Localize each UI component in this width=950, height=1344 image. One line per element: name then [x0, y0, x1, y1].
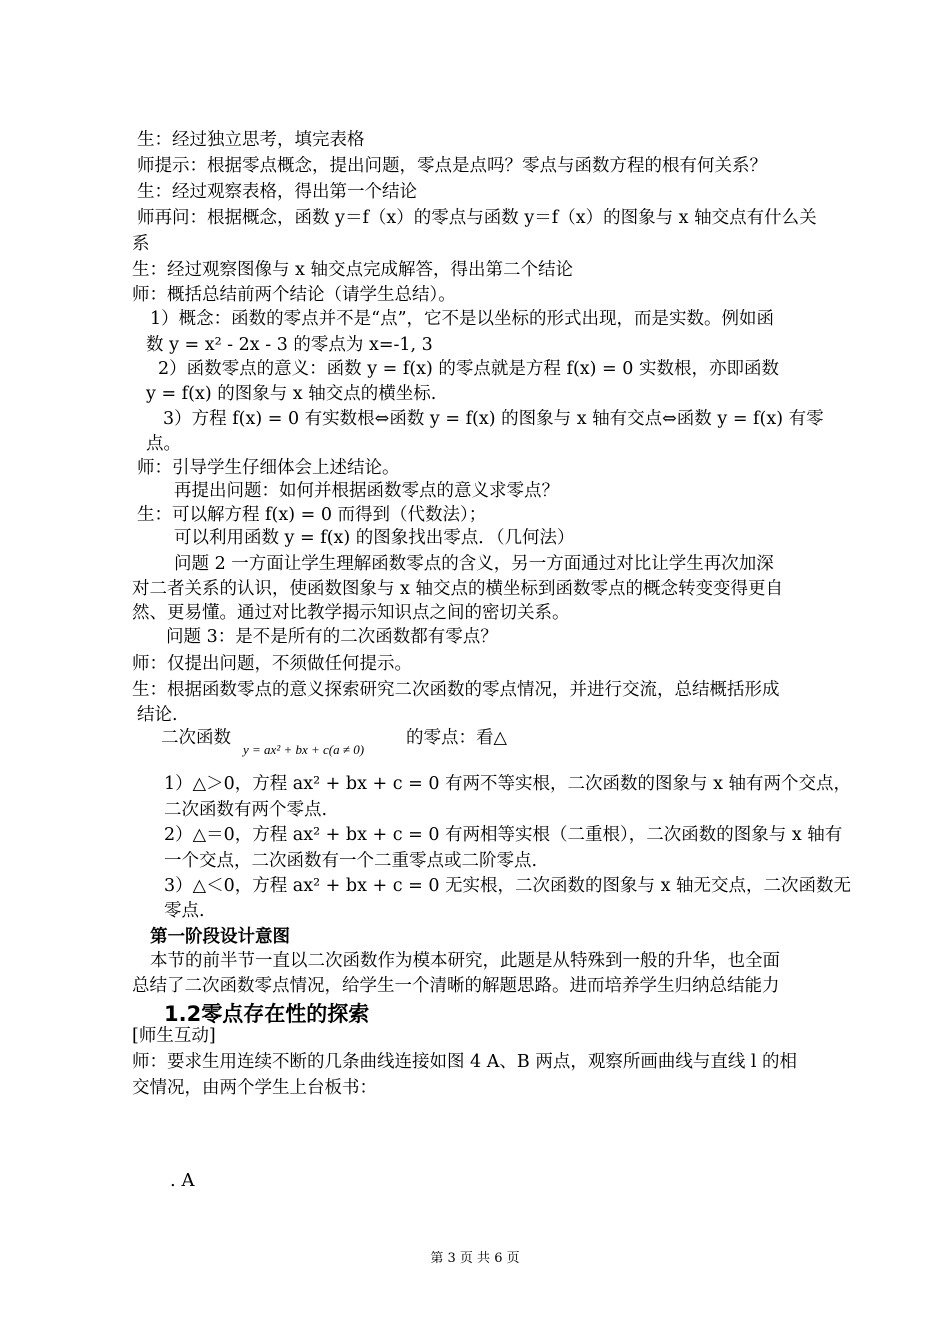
text-line: 交情况，由两个学生上台板书： — [132, 1078, 377, 1098]
page-footer: 第 3 页 共 6 页 — [430, 1251, 520, 1266]
text-line: 师再问：根据概念，函数 y＝f（x）的零点与函数 y＝f（x）的图象与 x 轴交点有什么关 — [137, 208, 817, 228]
quadratic-formula: y = ax² + bx + c(a ≠ 0) — [243, 742, 365, 757]
text-line: 师：引导学生仔细体会上述结论。 — [137, 458, 400, 478]
text-line: 1）概念：函数的零点并不是“点”，它不是以坐标的形式出现，而是实数。例如函 — [150, 309, 775, 329]
text-line: 2）△＝0，方程 ax² + bx + c = 0 有两相等实根（二重根），二次函数的图象与 x 轴有 — [164, 825, 843, 845]
text-line: 师提示：根据零点概念，提出问题，零点是点吗？零点与函数方程的根有何关系？ — [137, 156, 767, 176]
text-line: 生：根据函数零点的意义探索研究二次函数的零点情况，并进行交流，总结概括形成 — [132, 680, 780, 700]
text-line: 总结了二次函数零点情况，给学生一个清晰的解题思路。进而培养学生归纳总结能力 — [132, 976, 780, 996]
text-line: 生：经过观察图像与 x 轴交点完成解答，得出第二个结论 — [132, 260, 573, 280]
text-line: 师：概括总结前两个结论（请学生总结）。 — [132, 285, 456, 305]
text-line: 一个交点，二次函数有一个二重零点或二阶零点. — [164, 851, 538, 871]
text-line: 二次函数 — [161, 728, 231, 748]
text-line: 1）△＞0，方程 ax² + bx + c = 0 有两不等实根，二次函数的图象与 x 轴有两个交点， — [164, 774, 852, 794]
text-line: 问题 2 一方面让学生理解函数零点的含义，另一方面通过对比让学生再次加深 — [174, 554, 774, 574]
text-line: 师：仅提出问题，不须做任何提示。 — [132, 654, 412, 674]
text-line: 生：经过观察表格，得出第一个结论 — [137, 182, 417, 202]
text-line: y = f(x) 的图象与 x 轴交点的横坐标. — [146, 384, 437, 404]
text-line: 的零点：看△ — [406, 728, 507, 748]
text-line: 3）△＜0，方程 ax² + bx + c = 0 无实根，二次函数的图象与 x 轴无交点，二次函数无 — [164, 876, 852, 896]
text-line: 然、更易懂。通过对比教学揭示知识点之间的密切关系。 — [132, 603, 570, 623]
design-intent-heading: 第一阶段设计意图 — [150, 927, 290, 947]
text-line: 生：可以解方程 f(x) = 0 而得到（代数法）； — [137, 505, 487, 525]
text-line: 生：经过独立思考，填完表格 — [137, 130, 365, 150]
text-line: 结论. — [137, 705, 178, 725]
text-line: 点。 — [146, 434, 181, 454]
text-line: 二次函数有两个零点. — [164, 800, 328, 820]
text-line: 2）函数零点的意义：函数 y = f(x) 的零点就是方程 f(x) = 0 实数根，亦即函数 — [158, 359, 779, 379]
text-line: 可以利用函数 y = f(x) 的图象找出零点．（几何法） — [174, 528, 575, 548]
text-line: 本节的前半节一直以二次函数作为模本研究，此题是从特殊到一般的升华，也全面 — [150, 951, 780, 971]
text-line: 问题 3：是不是所有的二次函数都有零点？ — [166, 627, 498, 647]
point-a-label: . A — [170, 1170, 195, 1191]
text-line: 数 y = x² - 2x - 3 的零点为 x=-1, 3 — [146, 335, 433, 355]
text-line: 师：要求生用连续不断的几条曲线连接如图 4 A、B 两点，观察所画曲线与直线 l 的相 — [132, 1052, 798, 1072]
section-title: 1.2零点存在性的探索 — [164, 1002, 370, 1026]
text-line: 3）方程 f(x) = 0 有实数根⇔函数 y = f(x) 的图象与 x 轴有交点⇔函数 y = f(x) 有零 — [163, 409, 824, 429]
text-line: 再提出问题：如何并根据函数零点的意义求零点？ — [174, 481, 559, 501]
text-line: 对二者关系的认识，使函数图象与 x 轴交点的横坐标到函数零点的概念转变变得更自 — [132, 579, 783, 599]
text-line: 零点. — [164, 901, 205, 921]
text-line: 系 — [132, 234, 150, 254]
text-line: [师生互动] — [132, 1026, 216, 1046]
